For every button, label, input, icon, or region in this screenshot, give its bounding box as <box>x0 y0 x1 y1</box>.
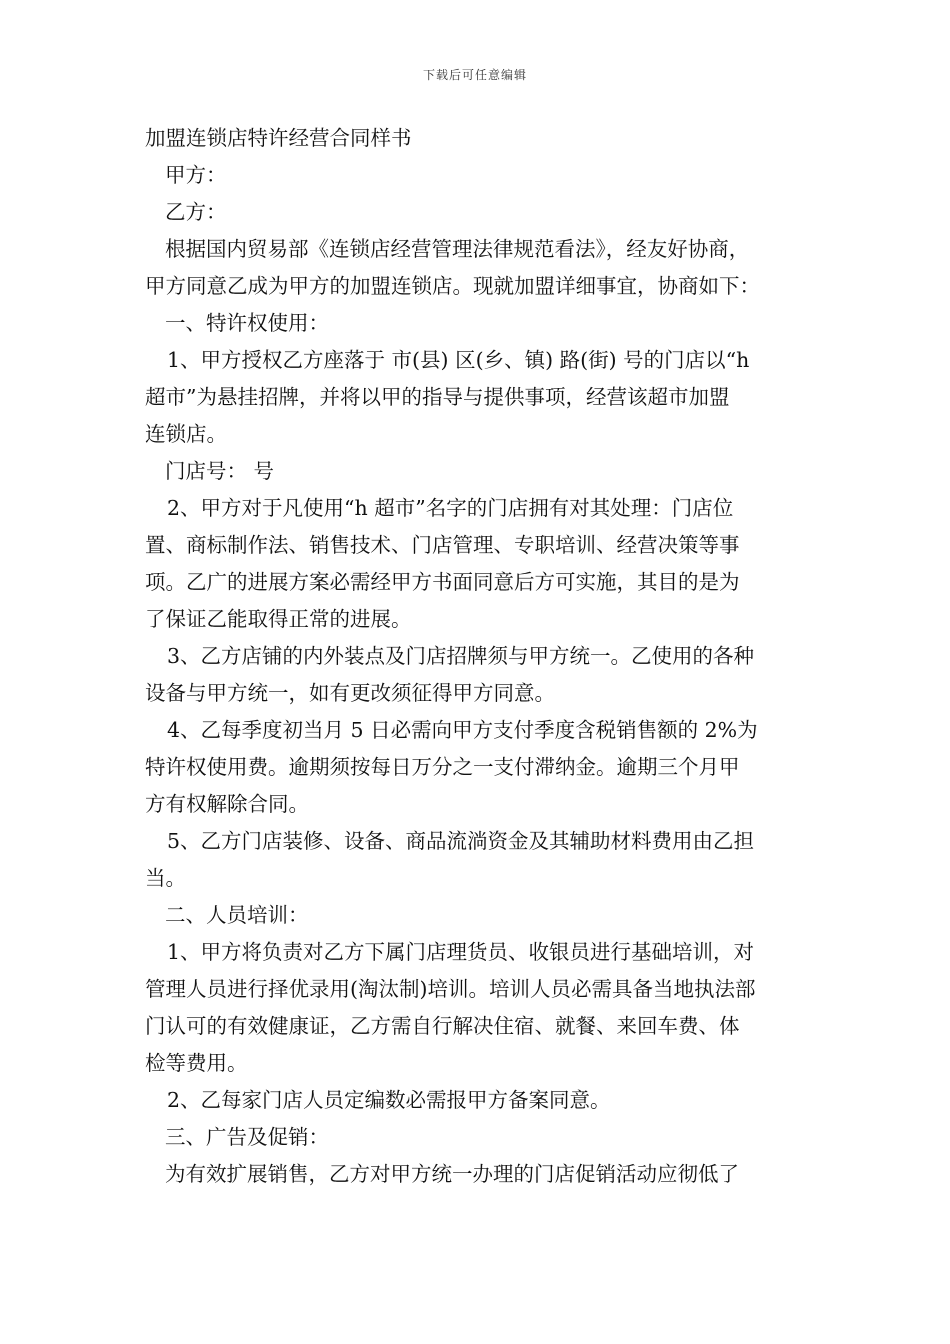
intro-line: 根据国内贸易部《连锁店经营管理法律规范看法》，经友好协商， <box>165 237 750 261</box>
section-heading-franchise: 一、特许权使用： <box>165 311 329 335</box>
clause-line: 2、甲方对于凡使用“h 超市”名字的门店拥有对其处理：门店位 <box>167 496 734 520</box>
document-title: 加盟连锁店特许经营合同样书 <box>145 126 412 150</box>
clause-line: 方有权解除合同。 <box>145 792 309 816</box>
clause-line: 超市”为悬挂招牌，并将以甲的指导与提供事项，经营该超市加盟 <box>145 385 730 409</box>
clause-line: 置、商标制作法、销售技术、门店管理、专职培训、经营决策等事 <box>145 533 740 557</box>
clause-line: 5、乙方门店装修、设备、商品流淌资金及其辅助材料费用由乙担 <box>167 829 755 853</box>
section-heading-advertising: 三、广告及促销： <box>165 1125 329 1149</box>
clause-line: 特许权使用费。逾期须按每日万分之一支付滞纳金。逾期三个月甲 <box>145 755 740 779</box>
clause-line: 为有效扩展销售，乙方对甲方统一办理的门店促销活动应彻低了 <box>165 1162 739 1186</box>
party-a-label: 甲方： <box>165 163 227 187</box>
clause-line: 1、甲方将负责对乙方下属门店理货员、收银员进行基础培训，对 <box>167 940 755 964</box>
clause-line: 门认可的有效健康证，乙方需自行解决住宿、就餐、来回车费、体 <box>145 1014 740 1038</box>
clause-line: 检等费用。 <box>145 1051 248 1075</box>
clause-line: 2、乙每家门店人员定编数必需报甲方备案同意。 <box>167 1088 611 1112</box>
party-b-label: 乙方： <box>165 200 227 224</box>
clause-line: 3、乙方店铺的内外装点及门店招牌须与甲方统一。乙使用的各种 <box>167 644 755 668</box>
page-header: 下载后可任意编辑 <box>422 68 527 82</box>
clause-line: 当。 <box>145 866 186 890</box>
store-number-line: 门店号： 号 <box>165 459 275 483</box>
clause-line: 设备与甲方统一，如有更改须征得甲方同意。 <box>145 681 555 705</box>
clause-line: 管理人员进行择优录用(淘汰制)培训。培训人员必需具备当地执法部 <box>145 977 756 1001</box>
clause-line: 了保证乙能取得正常的进展。 <box>145 607 412 631</box>
section-heading-training: 二、人员培训： <box>165 903 309 927</box>
clause-line: 连锁店。 <box>145 422 227 446</box>
intro-line: 甲方同意乙成为甲方的加盟连锁店。现就加盟详细事宜，协商如下： <box>145 274 760 298</box>
document-body <box>145 120 810 1193</box>
clause-line: 4、乙每季度初当月 5 日必需向甲方支付季度含税销售额的 2%为 <box>167 718 758 742</box>
clause-line: 1、甲方授权乙方座落于 市(县) 区(乡、镇) 路(街) 号的门店以“h <box>167 348 750 372</box>
clause-line: 项。乙广的进展方案必需经甲方书面同意后方可实施，其目的是为 <box>145 570 740 594</box>
